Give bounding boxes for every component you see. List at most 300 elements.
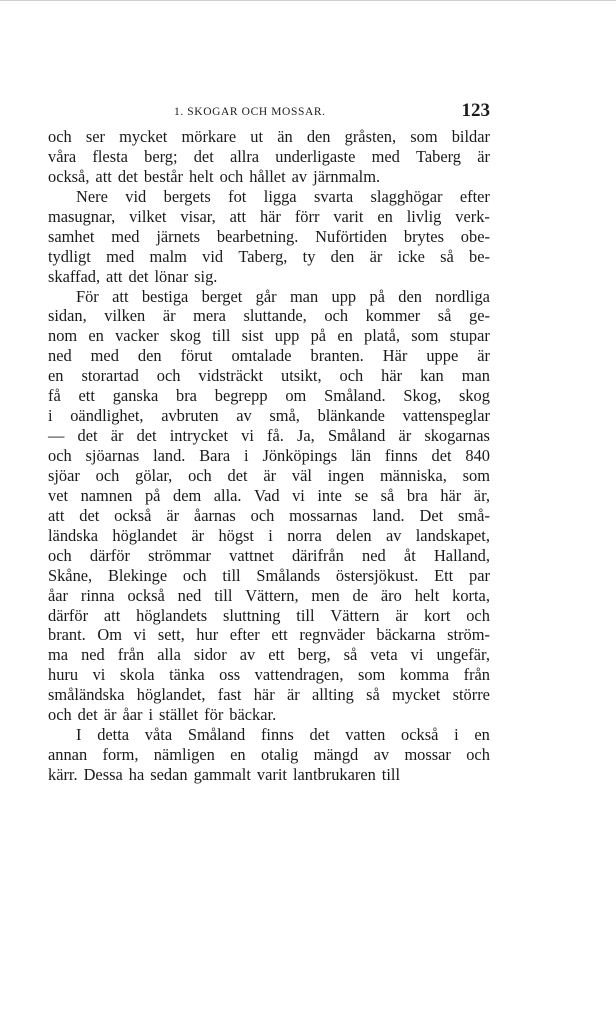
- word: län: [350, 446, 372, 465]
- word: avbruten: [161, 406, 219, 426]
- word: en: [377, 206, 393, 226]
- word: mossarnas: [289, 505, 358, 525]
- word: är: [398, 426, 412, 446]
- text-line: [48, 267, 490, 287]
- word: bäckar.: [229, 705, 277, 725]
- word: som: [357, 665, 386, 685]
- word: ström-: [447, 625, 490, 645]
- word: är: [103, 705, 117, 725]
- word: går: [255, 286, 277, 306]
- text-line: [48, 466, 490, 486]
- word: berget: [201, 286, 243, 306]
- word: ingen: [327, 465, 365, 485]
- word: här: [253, 685, 275, 705]
- word: Småland.: [324, 386, 386, 406]
- word: nom: [48, 326, 78, 346]
- word: som: [410, 127, 438, 146]
- text-line: [48, 745, 490, 765]
- text-line: [48, 765, 490, 785]
- top-edge-rule: [0, 0, 616, 1]
- word: efter: [459, 186, 490, 206]
- word: strömmar: [148, 545, 211, 565]
- word: de: [352, 585, 369, 605]
- word: ma: [48, 645, 69, 665]
- word: så: [380, 485, 395, 505]
- word: en: [337, 326, 353, 346]
- word: av: [291, 166, 308, 186]
- word: till: [222, 565, 241, 585]
- word: helt: [414, 585, 440, 605]
- word: skog: [458, 386, 490, 406]
- text-line: [48, 187, 490, 207]
- word: vi: [410, 645, 424, 665]
- word: Det: [419, 505, 444, 525]
- word: höglandet: [112, 525, 178, 545]
- word: storartad: [81, 366, 139, 386]
- word: skog: [170, 326, 201, 346]
- word: höglandet,: [136, 685, 206, 705]
- word: är: [162, 306, 176, 326]
- word: vi: [241, 426, 254, 446]
- word: är,: [473, 485, 490, 505]
- word: —: [48, 426, 65, 446]
- page-number: 123: [461, 100, 490, 121]
- word: huru: [48, 665, 79, 685]
- word: och: [95, 465, 120, 485]
- word: malm: [149, 246, 187, 266]
- word: mörkare: [181, 127, 237, 146]
- word: är: [395, 605, 409, 625]
- word: och: [339, 366, 364, 386]
- word: fot: [228, 186, 247, 206]
- word: få: [48, 386, 61, 406]
- word: I: [76, 725, 82, 745]
- word: och: [48, 127, 72, 146]
- text-line: [48, 526, 490, 546]
- word: så: [437, 306, 452, 326]
- word: därför: [48, 605, 89, 625]
- word: att: [112, 286, 129, 306]
- word: också: [127, 585, 165, 605]
- word: livlig: [406, 206, 442, 226]
- word: sist: [241, 326, 264, 346]
- word: med: [90, 346, 119, 366]
- word: det: [128, 266, 149, 286]
- text-line: [48, 566, 490, 586]
- word: bildar: [451, 127, 490, 146]
- word: Här: [382, 346, 408, 366]
- word: och: [466, 745, 490, 765]
- word: namnen: [80, 485, 133, 505]
- word: ett: [268, 645, 285, 665]
- word: åarnas: [193, 505, 236, 525]
- word: i: [48, 406, 53, 426]
- word: och: [48, 705, 72, 725]
- word: brytes: [403, 226, 444, 246]
- word: ha: [128, 765, 145, 784]
- text-line: [48, 685, 490, 705]
- word: upp: [274, 326, 300, 346]
- word: är: [286, 685, 300, 705]
- text-line: [48, 147, 490, 167]
- word: vattendragen,: [254, 665, 344, 685]
- word: här: [440, 485, 462, 505]
- word: mossar: [404, 745, 451, 765]
- word: till: [381, 765, 401, 784]
- word: är: [263, 465, 277, 485]
- word: våra: [48, 146, 77, 166]
- word: intrycket: [169, 426, 229, 446]
- word: en: [474, 725, 490, 745]
- word: så: [366, 685, 380, 705]
- word: skogarnas: [424, 426, 490, 446]
- word: samhet: [48, 226, 95, 246]
- word: på: [310, 326, 327, 346]
- word: och: [324, 306, 349, 326]
- word: alla: [157, 645, 181, 665]
- word: man: [461, 366, 490, 386]
- word: att: [103, 605, 121, 625]
- word: Taberg,: [238, 246, 288, 266]
- word: masugnar,: [48, 206, 116, 226]
- word: alla.: [213, 485, 242, 505]
- word: den: [330, 246, 355, 266]
- word: icke: [397, 246, 425, 266]
- word: begrepp: [214, 386, 268, 406]
- text-line: [48, 127, 490, 147]
- word: men: [311, 585, 340, 605]
- word: förr: [294, 206, 320, 226]
- text-line: [48, 546, 490, 566]
- word: varit: [256, 765, 287, 784]
- word: svarta: [313, 186, 354, 206]
- word: rinna: [80, 585, 115, 605]
- word: nordliga: [435, 286, 490, 306]
- word: vi: [133, 625, 147, 645]
- word: och: [188, 465, 212, 485]
- word: är: [477, 146, 490, 166]
- word: ned: [177, 585, 202, 605]
- word: sidor: [193, 645, 227, 665]
- word: är: [477, 346, 490, 366]
- word: utsikt,: [281, 366, 322, 386]
- word: i: [148, 705, 154, 725]
- word: med: [106, 246, 135, 266]
- word: vattnet: [229, 545, 274, 565]
- word: bestiga: [141, 286, 189, 306]
- word: land.: [153, 446, 186, 465]
- word: det: [193, 146, 214, 166]
- word: gråsten,: [344, 127, 397, 146]
- word: korta,: [452, 585, 490, 605]
- word: nämligen: [153, 745, 215, 765]
- word: inte: [317, 485, 342, 505]
- word: våta: [144, 725, 173, 745]
- word: på: [144, 485, 161, 505]
- word: mycket: [119, 127, 168, 146]
- word: tydligt: [48, 246, 91, 266]
- word: här: [259, 206, 281, 226]
- word: i: [454, 725, 459, 745]
- word: väl: [291, 465, 312, 485]
- text-line: [48, 625, 490, 645]
- text-line: [48, 446, 490, 466]
- word: som: [411, 326, 439, 346]
- word: så: [343, 645, 358, 665]
- word: helt: [188, 166, 214, 186]
- word: sluttning: [223, 605, 281, 625]
- word: mera: [193, 306, 226, 326]
- word: Skåne,: [48, 565, 93, 585]
- word: ned: [362, 545, 386, 565]
- word: så: [440, 246, 454, 266]
- word: av: [239, 645, 256, 665]
- word: Vad: [254, 485, 280, 505]
- word: i: [268, 525, 273, 545]
- text-line: [48, 386, 490, 406]
- word: upp: [331, 286, 357, 306]
- word: och: [250, 505, 275, 525]
- word: fast: [217, 685, 242, 705]
- word: vid: [125, 186, 147, 206]
- word: Vättern,: [245, 585, 299, 605]
- word: verk-: [455, 206, 490, 226]
- word: vilket: [129, 206, 167, 226]
- word: berg;: [144, 146, 178, 166]
- word: delen: [336, 525, 372, 545]
- word: sett,: [157, 625, 185, 645]
- word: mängd: [313, 745, 359, 765]
- word: det: [431, 446, 452, 465]
- word: mycket: [392, 685, 441, 705]
- body-text: [48, 127, 490, 785]
- text-line: [48, 506, 490, 526]
- word: Småland: [187, 725, 246, 745]
- word: vidsträckt: [198, 366, 264, 386]
- word: flesta: [92, 146, 128, 166]
- word: komma: [399, 665, 450, 685]
- word: finns: [260, 725, 294, 745]
- text-line: [48, 426, 490, 446]
- word: vi: [292, 485, 305, 505]
- word: med: [371, 146, 400, 166]
- word: ett: [271, 625, 288, 645]
- word: små-: [458, 505, 490, 525]
- word: åt: [403, 545, 416, 565]
- word: Småland: [327, 426, 386, 446]
- word: visar,: [180, 206, 216, 226]
- word: av: [385, 525, 402, 545]
- word: landskapet,: [415, 525, 490, 545]
- word: av: [236, 406, 252, 426]
- word: sedan: [150, 765, 188, 784]
- word: ungefär,: [436, 645, 490, 665]
- word: land.: [372, 505, 405, 525]
- word: ut: [250, 127, 264, 146]
- word: oss: [219, 665, 241, 685]
- text-line: [48, 645, 490, 665]
- text-line: [48, 406, 490, 426]
- word: brant.: [48, 625, 86, 645]
- word: bergets: [163, 186, 211, 206]
- word: uppe: [426, 346, 459, 366]
- word: underligaste: [275, 146, 356, 166]
- word: större: [452, 685, 490, 705]
- word: på: [369, 286, 385, 306]
- word: ge-: [469, 306, 490, 326]
- word: kort: [423, 605, 451, 625]
- word: också,: [48, 166, 90, 186]
- word: järnets: [156, 226, 201, 246]
- word: vatten: [345, 725, 386, 745]
- word: sjöarnas: [85, 446, 140, 465]
- word: sjöar: [48, 465, 80, 485]
- word: den: [137, 346, 162, 366]
- text-line: [48, 287, 490, 307]
- word: man: [289, 286, 319, 306]
- word: allra: [229, 146, 260, 166]
- word: därifrån: [291, 545, 344, 565]
- word: finns: [384, 446, 418, 465]
- word: oändlighet,: [70, 406, 144, 426]
- word: än: [277, 127, 293, 146]
- word: varit: [333, 206, 364, 226]
- word: är: [110, 426, 124, 446]
- text-line: [48, 606, 490, 626]
- text-line: [48, 306, 490, 326]
- word: och: [182, 565, 207, 585]
- word: lantbrukaren: [292, 765, 376, 784]
- running-head: 1. SKOGAR OCH MOSSAR.: [174, 106, 326, 118]
- word: det: [309, 725, 330, 745]
- word: sidan,: [48, 306, 87, 326]
- word: tänka: [169, 665, 205, 685]
- word: kan: [420, 366, 444, 386]
- word: den: [398, 286, 422, 306]
- word: Taberg: [416, 146, 462, 166]
- word: ned: [81, 645, 105, 665]
- word: och: [156, 366, 181, 386]
- word: äro: [380, 585, 402, 605]
- word: det: [79, 505, 100, 525]
- word: en: [48, 366, 64, 386]
- word: förut: [180, 346, 213, 366]
- word: obe-: [460, 226, 490, 246]
- word: är: [191, 525, 205, 545]
- word: vilken: [104, 306, 146, 326]
- word: ländska: [48, 525, 99, 545]
- word: skola: [119, 665, 155, 685]
- word: be-: [469, 246, 490, 266]
- word: människa,: [379, 465, 447, 485]
- word: annan: [48, 745, 88, 765]
- word: Nere: [76, 186, 108, 206]
- word: det: [77, 426, 98, 446]
- word: gölar,: [135, 465, 173, 485]
- word: efter: [229, 625, 260, 645]
- word: det: [136, 426, 157, 446]
- word: bra: [176, 386, 197, 406]
- word: allting: [311, 685, 354, 705]
- word: åar: [48, 585, 69, 605]
- page-header: [48, 100, 490, 126]
- word: högst: [218, 525, 254, 545]
- word: gammalt: [193, 765, 251, 784]
- word: Blekinge: [107, 565, 168, 585]
- word: från: [117, 645, 145, 665]
- word: form,: [102, 745, 139, 765]
- text-line: [48, 207, 490, 227]
- word: Skog,: [403, 386, 442, 406]
- word: vattenspeglar: [402, 406, 490, 426]
- word: till: [214, 585, 233, 605]
- word: par: [469, 565, 490, 585]
- word: hur: [196, 625, 219, 645]
- word: att: [95, 166, 112, 186]
- word: den: [306, 127, 331, 146]
- word: därför: [89, 545, 130, 565]
- word: i: [244, 446, 249, 465]
- text-line: [48, 227, 490, 247]
- word: och: [48, 446, 72, 465]
- word: Dessa: [83, 765, 123, 784]
- text-line: [48, 665, 490, 685]
- word: små,: [269, 406, 300, 426]
- word: av: [373, 745, 390, 765]
- word: småländska: [48, 685, 125, 705]
- word: till: [212, 326, 231, 346]
- word: ett: [78, 386, 95, 406]
- word: skaffad,: [48, 266, 101, 286]
- word: en: [230, 745, 246, 765]
- word: 840: [465, 446, 490, 465]
- word: det: [117, 166, 138, 186]
- text-line: [48, 247, 490, 267]
- word: järnmalm.: [313, 166, 381, 186]
- word: slagghögar: [370, 186, 443, 206]
- word: stupar: [449, 326, 490, 346]
- word: består: [143, 166, 183, 186]
- word: är: [166, 505, 180, 525]
- word: Ett: [434, 565, 454, 585]
- word: vid: [202, 246, 224, 266]
- word: bäckarna: [376, 625, 436, 645]
- word: veta: [370, 645, 398, 665]
- word: är: [369, 246, 383, 266]
- word: om: [285, 386, 307, 406]
- word: från: [463, 665, 490, 685]
- word: sluttande,: [243, 306, 307, 326]
- word: det: [227, 465, 248, 485]
- word: och: [219, 166, 244, 186]
- word: kärr.: [48, 765, 78, 784]
- word: bra: [406, 485, 428, 505]
- word: höglandets: [136, 605, 208, 625]
- word: Om: [97, 625, 122, 645]
- word: och: [466, 605, 490, 625]
- word: att: [48, 505, 65, 525]
- word: blänkande: [317, 406, 385, 426]
- word: omtalade: [231, 346, 292, 366]
- word: få.: [267, 426, 284, 446]
- word: sig.: [194, 266, 218, 286]
- word: vet: [48, 485, 69, 505]
- word: det: [77, 705, 98, 725]
- word: ned: [48, 346, 72, 366]
- word: Halland,: [433, 545, 490, 565]
- word: Smålands: [256, 565, 321, 585]
- word: med: [111, 226, 140, 246]
